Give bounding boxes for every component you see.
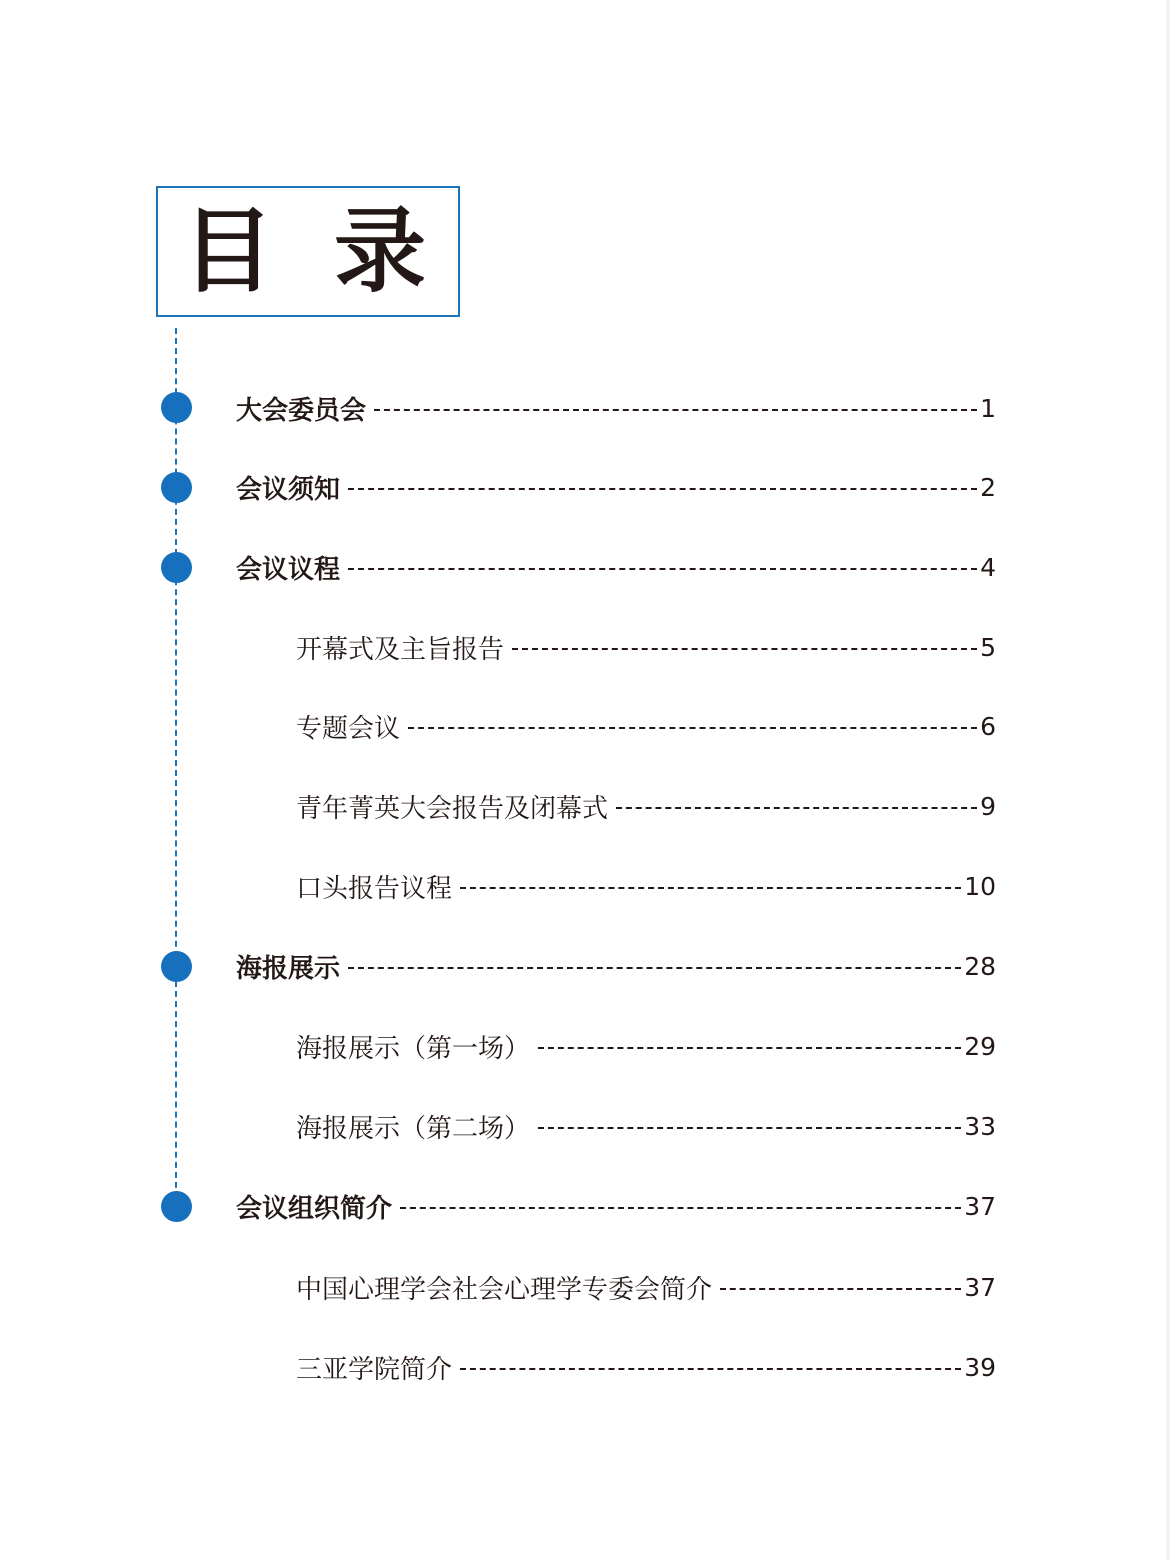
toc-entry[interactable]: [296, 1026, 996, 1066]
timeline-dot: [161, 552, 192, 583]
toc-page-number: 28: [964, 951, 996, 981]
toc-page-number: 1: [980, 393, 996, 423]
toc-entry[interactable]: [296, 706, 996, 746]
toc-page-number: 37: [964, 1272, 996, 1302]
toc-entry[interactable]: [296, 866, 996, 906]
toc-label: 中国心理学会社会心理学专委会简介: [296, 1274, 713, 1305]
toc-page-number: 2: [980, 472, 996, 502]
leader-dots: [348, 967, 961, 969]
toc-entry[interactable]: [296, 786, 996, 826]
toc-entry[interactable]: [296, 627, 996, 667]
toc-label: 会议须知: [236, 474, 341, 505]
leader-dots: [348, 568, 977, 570]
toc-label: 大会委员会: [236, 395, 367, 426]
toc-label: 专题会议: [296, 713, 401, 744]
toc-entry[interactable]: [296, 1267, 996, 1307]
leader-dots: [460, 1368, 961, 1370]
toc-entry[interactable]: [236, 388, 996, 428]
toc-page-number: 33: [964, 1111, 996, 1141]
toc-label: 三亚学院简介: [296, 1354, 453, 1385]
toc-entry[interactable]: [296, 1106, 996, 1146]
leader-dots: [408, 727, 977, 729]
leader-dots: [348, 488, 977, 490]
toc-label: 海报展示（第二场）: [296, 1113, 531, 1144]
toc-entry[interactable]: [296, 1347, 996, 1387]
page-edge: [1166, 0, 1170, 1560]
toc-label: 口头报告议程: [296, 873, 453, 904]
leader-dots: [538, 1047, 961, 1049]
toc-entry[interactable]: [236, 467, 996, 507]
timeline-dot: [161, 392, 192, 423]
toc-page-number: 37: [964, 1191, 996, 1221]
leader-dots: [374, 409, 977, 411]
toc-page-number: 29: [964, 1031, 996, 1061]
toc-label: 海报展示: [236, 953, 341, 984]
toc-entry[interactable]: [236, 547, 996, 587]
toc-label: 会议组织简介: [236, 1193, 393, 1224]
toc-page-number: 9: [980, 791, 996, 821]
title-frame: [156, 186, 460, 317]
toc-page-number: 10: [964, 871, 996, 901]
timeline-dot: [161, 951, 192, 982]
toc-entry[interactable]: [236, 946, 996, 986]
leader-dots: [720, 1288, 961, 1290]
toc-page-number: 39: [964, 1352, 996, 1382]
timeline-dot: [161, 1191, 192, 1222]
toc-page-number: 4: [980, 552, 996, 582]
toc-label: 开幕式及主旨报告: [296, 634, 505, 665]
toc-label: 海报展示（第一场）: [296, 1033, 531, 1064]
toc-label: 青年菁英大会报告及闭幕式: [296, 793, 609, 824]
leader-dots: [400, 1207, 961, 1209]
toc-entry[interactable]: [236, 1186, 996, 1226]
toc-label: 会议议程: [236, 554, 341, 585]
leader-dots: [616, 807, 977, 809]
page-title: 目 录: [181, 197, 441, 305]
leader-dots: [512, 648, 977, 650]
leader-dots: [460, 887, 961, 889]
toc-page-number: 5: [980, 632, 996, 662]
toc-page-number: 6: [980, 711, 996, 741]
timeline-dot: [161, 472, 192, 503]
leader-dots: [538, 1127, 961, 1129]
timeline-line: [175, 328, 177, 1208]
